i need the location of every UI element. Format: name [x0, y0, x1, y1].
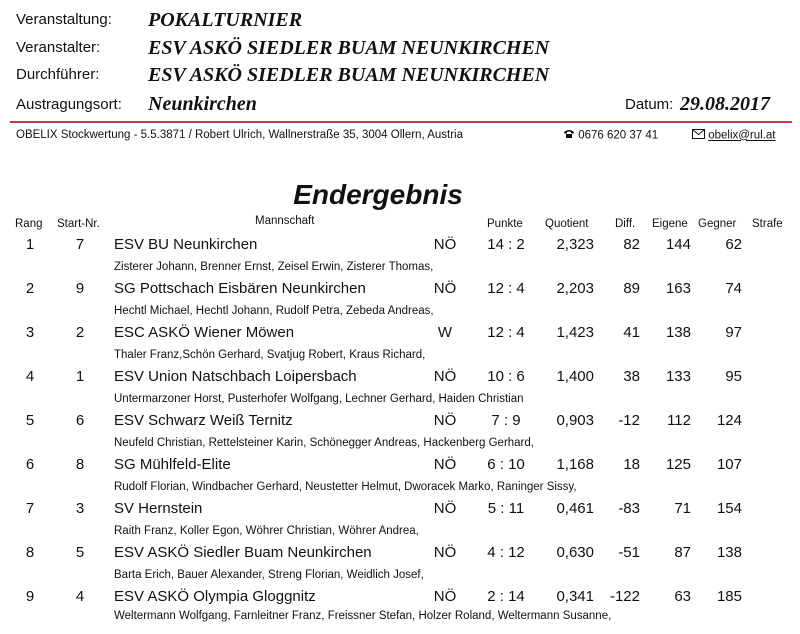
row-team: ESV ASKÖ Olympia Gloggnitz [114, 588, 316, 605]
row-start: 4 [75, 588, 85, 605]
row-eigene: 133 [665, 368, 691, 385]
row-diff: -12 [618, 412, 640, 429]
row-quotient: 0,903 [556, 412, 594, 429]
row-gegner: 74 [725, 280, 742, 297]
veranstaltung-label: Veranstaltung: [16, 11, 112, 28]
row-gegner: 95 [725, 368, 742, 385]
row-punkte: 7 : 9 [491, 412, 521, 429]
row-players: Weltermann Wolfgang, Farnleitner Franz, Freissner Stefan, Holzer Roland, Weltermann Susanne, [114, 610, 612, 622]
row-team: SG Mühlfeld-Elite [114, 456, 231, 473]
row-diff: 18 [623, 456, 640, 473]
row-region: NÖ [433, 412, 457, 429]
row-quotient: 2,203 [556, 280, 594, 297]
row-rang: 5 [25, 412, 35, 429]
ort-value: Neunkirchen [148, 93, 257, 115]
veranstalter-label: Veranstalter: [16, 39, 101, 56]
durchfuehrer-value: ESV ASKÖ SIEDLER BUAM NEUNKIRCHEN [148, 64, 550, 86]
row-eigene: 138 [665, 324, 691, 341]
row-players: Raith Franz, Koller Egon, Wöhrer Christian, Wöhrer Andrea, [114, 525, 419, 537]
ort-label: Austragungsort: [16, 96, 122, 113]
row-rang: 7 [25, 500, 35, 517]
row-rang: 2 [25, 280, 35, 297]
row-region: NÖ [433, 280, 457, 297]
row-eigene: 112 [667, 412, 691, 429]
telephone-icon [563, 129, 575, 142]
row-quotient: 0,341 [556, 588, 594, 605]
row-players: Thaler Franz,Schön Gerhard, Svatjug Robert, Kraus Richard, [114, 349, 426, 361]
row-eigene: 163 [665, 280, 691, 297]
row-gegner: 97 [725, 324, 742, 341]
row-gegner: 154 [716, 500, 742, 517]
phone-contact [563, 129, 658, 142]
row-region: NÖ [433, 500, 457, 517]
row-team: SV Hernstein [114, 500, 203, 517]
row-team: ESV Schwarz Weiß Ternitz [114, 412, 293, 429]
col-gegner: Gegner [698, 218, 737, 230]
row-diff: -51 [618, 544, 640, 561]
row-eigene: 125 [665, 456, 691, 473]
row-quotient: 0,461 [556, 500, 594, 517]
row-eigene: 144 [665, 236, 691, 253]
row-diff: 38 [623, 368, 640, 385]
row-rang: 3 [25, 324, 35, 341]
row-quotient: 1,423 [556, 324, 594, 341]
row-punkte: 2 : 14 [487, 588, 525, 605]
row-start: 6 [75, 412, 85, 429]
row-quotient: 0,630 [556, 544, 594, 561]
row-quotient: 1,400 [556, 368, 594, 385]
row-start: 8 [75, 456, 85, 473]
row-eigene: 71 [674, 500, 691, 517]
page-title: Endergebnis [293, 179, 463, 210]
row-region: NÖ [433, 368, 457, 385]
row-quotient: 2,323 [556, 236, 594, 253]
row-players: Barta Erich, Bauer Alexander, Streng Florian, Weidlich Josef, [114, 569, 424, 581]
header-divider [10, 121, 792, 123]
row-quotient: 1,168 [556, 456, 594, 473]
row-region: NÖ [433, 456, 457, 473]
row-punkte: 14 : 2 [487, 236, 525, 253]
row-punkte: 12 : 4 [487, 324, 525, 341]
row-team: ESC ASKÖ Wiener Möwen [114, 324, 295, 341]
col-quotient: Quotient [545, 218, 589, 230]
row-gegner: 185 [716, 588, 742, 605]
row-rang: 8 [25, 544, 35, 561]
row-eigene: 87 [674, 544, 691, 561]
row-diff: 41 [623, 324, 640, 341]
row-punkte: 12 : 4 [487, 280, 525, 297]
row-diff: -122 [609, 588, 640, 605]
row-punkte: 4 : 12 [487, 544, 525, 561]
col-start: Start-Nr. [57, 218, 100, 230]
row-region: W [437, 324, 453, 341]
row-gegner: 107 [716, 456, 742, 473]
datum-value: 29.08.2017 [680, 93, 770, 115]
row-start: 1 [75, 368, 85, 385]
row-start: 5 [75, 544, 85, 561]
col-rang: Rang [15, 218, 43, 230]
row-diff: 82 [623, 236, 640, 253]
row-start: 7 [75, 236, 85, 253]
row-rang: 6 [25, 456, 35, 473]
col-strafe: Strafe [752, 218, 783, 230]
row-gegner: 124 [716, 412, 742, 429]
row-diff: 89 [623, 280, 640, 297]
row-players: Untermarzoner Horst, Pusterhofer Wolfgang, Lechner Gerhard, Haiden Christian [114, 393, 524, 405]
row-team: ESV Union Natschbach Loipersbach [114, 368, 357, 385]
row-gegner: 62 [725, 236, 742, 253]
row-region: NÖ [433, 236, 457, 253]
datum-label: Datum: [625, 96, 674, 113]
row-rang: 4 [25, 368, 35, 385]
row-players: Zisterer Johann, Brenner Ernst, Zeisel Erwin, Zisterer Thomas, [114, 261, 434, 273]
durchfuehrer-label: Durchführer: [16, 66, 100, 83]
col-punkte: Punkte [487, 218, 523, 230]
row-players: Rudolf Florian, Windbacher Gerhard, Neustetter Helmut, Dworacek Marko, Raninger Sissy, [114, 481, 577, 493]
row-players: Neufeld Christian, Rettelsteiner Karin, Schönegger Andreas, Hackenberg Gerhard, [114, 437, 534, 449]
software-info: OBELIX Stockwertung - 5.5.3871 / Robert Ulrich, Wallnerstraße 35, 3004 Ollern, Austria [16, 129, 464, 141]
row-start: 3 [75, 500, 85, 517]
row-rang: 1 [25, 236, 35, 253]
row-team: ESV ASKÖ Siedler Buam Neunkirchen [114, 544, 372, 561]
row-gegner: 138 [716, 544, 742, 561]
email-link[interactable]: obelix@rul.at [708, 129, 776, 142]
row-team: SG Pottschach Eisbären Neunkirchen [114, 280, 366, 297]
row-region: NÖ [433, 588, 457, 605]
veranstalter-value: ESV ASKÖ SIEDLER BUAM NEUNKIRCHEN [148, 37, 550, 59]
row-punkte: 5 : 11 [487, 500, 525, 517]
row-rang: 9 [25, 588, 35, 605]
col-diff: Diff. [615, 218, 636, 230]
row-team: ESV BU Neunkirchen [114, 236, 258, 253]
row-diff: -83 [618, 500, 640, 517]
phone-number: 0676 620 37 41 [578, 129, 659, 142]
row-region: NÖ [433, 544, 457, 561]
row-eigene: 63 [674, 588, 691, 605]
row-punkte: 6 : 10 [487, 456, 525, 473]
row-players: Hechtl Michael, Hechtl Johann, Rudolf Petra, Zebeda Andreas, [114, 305, 434, 317]
col-team: Mannschaft [255, 215, 315, 227]
row-punkte: 10 : 6 [487, 368, 525, 385]
veranstaltung-value: POKALTURNIER [148, 9, 303, 31]
col-eigene: Eigene [652, 218, 688, 230]
row-start: 2 [75, 324, 85, 341]
row-start: 9 [75, 280, 85, 297]
envelope-icon [692, 129, 705, 142]
email-contact [692, 129, 776, 142]
